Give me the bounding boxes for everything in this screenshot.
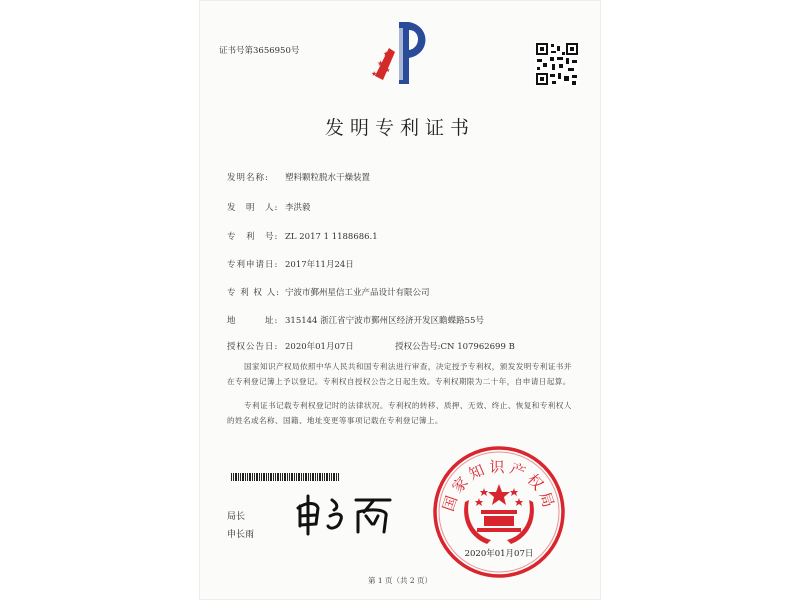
barcode-icon bbox=[231, 473, 339, 481]
field-label: 地 址: bbox=[227, 316, 279, 326]
svg-text:★: ★ bbox=[377, 59, 385, 68]
field-patent-number bbox=[227, 230, 378, 242]
qr-code-icon bbox=[535, 42, 579, 86]
field-announcement bbox=[227, 340, 515, 352]
field-patentee bbox=[227, 286, 430, 298]
field-label: 专 利 号: bbox=[227, 232, 279, 242]
official-seal-icon bbox=[429, 440, 569, 580]
field-label: 发 明 人: bbox=[227, 203, 279, 213]
field-inventor bbox=[227, 201, 311, 213]
seal-date: 2020年01月07日 bbox=[464, 549, 534, 559]
signature-icon bbox=[294, 490, 396, 538]
certificate-paragraph-1: 国家知识产权局依照中华人民共和国专利法进行审查，决定授予专利权，颁发发明专利证书并在专利登记簿上予以登记。专利权自授权公告之日起生效。专利权期限为二十年，自申请日起算。 bbox=[227, 362, 572, 386]
field-application-date bbox=[227, 258, 354, 270]
svg-text:★: ★ bbox=[385, 67, 391, 74]
svg-text:★: ★ bbox=[371, 70, 378, 78]
announce-number: CN 107962699 B bbox=[440, 342, 515, 352]
field-label: 授权公告号: bbox=[395, 342, 441, 352]
field-address bbox=[227, 314, 484, 326]
field-value: 宁波市鄞州星信工业产品设计有限公司 bbox=[285, 288, 430, 298]
field-value: 李洪毅 bbox=[285, 203, 311, 213]
page-title: 发明专利证书 bbox=[324, 117, 475, 139]
director-title: 局长 bbox=[227, 512, 246, 522]
field-value: ZL 2017 1 1188686.1 bbox=[285, 232, 378, 242]
field-label: 授权公告日: bbox=[227, 342, 279, 352]
field-label: 发明名称: bbox=[227, 173, 269, 183]
cert-number: 证书号第3656950号 bbox=[219, 46, 300, 56]
field-value: 2017年11月24日 bbox=[285, 260, 354, 270]
announce-date: 2020年01月07日 bbox=[285, 342, 354, 352]
field-invention-name bbox=[227, 171, 370, 183]
field-label: 专 利 权 人: bbox=[227, 288, 280, 298]
field-value: 塑料颗粒脱水干燥装置 bbox=[285, 173, 371, 183]
cnipa-logo-icon bbox=[369, 18, 433, 84]
seal-text: 国家知识产权局 bbox=[439, 458, 559, 514]
patent-certificate bbox=[199, 0, 601, 600]
director-name: 申长雨 bbox=[227, 530, 255, 540]
certificate-paragraph-2: 专利证书记载专利权登记时的法律状况。专利权的转移、质押、无效、终止、恢复和专利权人的姓名或名称、国籍、地址变更等事项记载在专利登记簿上。 bbox=[227, 401, 572, 425]
svg-text:★: ★ bbox=[383, 50, 390, 58]
field-value: 315144 浙江省宁波市鄞州区经济开发区瞻蝶路55号 bbox=[285, 316, 484, 326]
page-footer: 第 1 页（共 2 页） bbox=[367, 576, 433, 585]
field-label: 专利申请日: bbox=[227, 260, 279, 270]
